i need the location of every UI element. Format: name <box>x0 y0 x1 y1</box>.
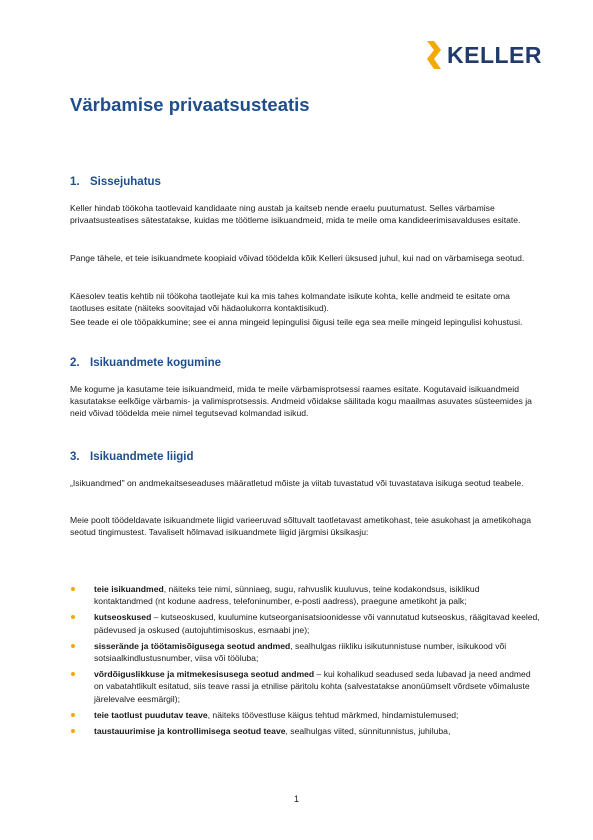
section-2-paragraph-1: Me kogume ja kasutame teie isikuandmeid, mida te meile värbamisprotsessi raames esitate. Kogutavaid isikuandmeid kasutatakse eelkõige värbamis- ja valimisprotsessis. Andmeid võidakse säilitada kogu maailmas asuvates süsteemides ja neid võivad töödelda meie nimel tegutsevad kolmandad isikud. <box>70 384 532 419</box>
list-item-term: taustauurimise ja kontrollimisega seotud teave <box>94 726 286 737</box>
section-number: 3. <box>70 451 80 463</box>
list-item <box>70 611 540 635</box>
list-item <box>70 640 540 664</box>
section-2-heading <box>70 357 221 369</box>
list-item <box>70 668 540 705</box>
bullet-dot-icon <box>71 713 75 717</box>
section-number: 2. <box>70 357 80 369</box>
section-1-paragraph-2: Pange tähele, et teie isikuandmete koopiaid võivad töödelda kõik Kelleri üksused juhul, kui nad on värbamisega seotud. <box>70 253 525 263</box>
section-number: 1. <box>70 176 80 188</box>
list-item-text: , näiteks teie nimi, sünniaeg, sugu, rahvuslik kuuluvus, teine kodakondsus, isiklikud kontaktandmed (nt kodune aadress, telefoninumber, e-posti aadress), praegune ametikoht ja palk; <box>94 584 480 607</box>
bullet-dot-icon <box>71 587 75 591</box>
section-title: Sissejuhatus <box>90 176 161 188</box>
section-3-paragraph-1: „Isikuandmed" on andmekaitseseaduses määratletud mõiste ja viitab tuvastatud või tuvastatava isikuga seotud teabele. <box>70 478 524 488</box>
list-item-term: teie taotlust puudutav teave <box>94 709 208 720</box>
list-item <box>70 725 540 737</box>
page-title: Värbamise privaatsusteatis <box>70 94 310 115</box>
section-title: Isikuandmete kogumine <box>90 357 222 369</box>
bullet-dot-icon <box>71 672 75 676</box>
list-item-text: – kui kohalikud seadused seda lubavad ja need andmed on vabatahtlikult esitatud, siis teave rassi ja etnilise päritolu kohta (salvestatakse anonüümselt võrdsete võimaluste järelevalve eesmärgil); <box>94 669 531 704</box>
section-title: Isikuandmete liigid <box>90 451 194 463</box>
keller-logo <box>427 40 542 70</box>
section-1-paragraph-1: Keller hindab töökoha taotlevaid kandidaate ning austab ja kaitseb nende eraelu puutumatust. Selles värbamise privaatsusteatises sätestatakse, kuidas me töötleme isikuandmeid, mida te meile oma kandideerimisavalduses esitate. <box>70 203 521 226</box>
list-item-term: kutseoskused <box>94 612 152 623</box>
section-1-paragraph-3: Käesolev teatis kehtib nii töökoha taotlejate kui ka mis tahes kolmandate isikute kohta, kelle andmeid te esitate oma taotluses esitate (näiteks soovitajad või hädaolukorra kontaktisikud). <box>70 291 510 314</box>
personal-data-categories-list <box>70 583 540 741</box>
list-item-text: , näiteks töövestluse käigus tehtud märkmed, hindamistulemused; <box>207 709 459 720</box>
list-item-term: võrdõiguslikkuse ja mitmekesisusega seotud andmed <box>94 669 315 680</box>
list-item-text: – kutseoskused, kuulumine kutseorganisatsioonidesse või vannutatud kutseoskus, räägitavad keeled, pädevused ja oskused (autojuhtimisoskus, esmaabi jne); <box>94 612 540 635</box>
page-number: 1 <box>293 794 299 804</box>
list-item-text: , sealhulgas riikliku isikutunnistuse number, isikukood või sotsiaalkindlustusnumber, viisa või tööluba; <box>94 640 507 664</box>
section-3-paragraph-2: Meie poolt töödeldavate isikuandmete liigid varieeruvad sõltuvalt taotletavast ametikohast, teie asukohast ja ametikohaga seotud tingimustest. Tavaliselt hõlmavad isikuandmete liigid järgmisi üksikasju: <box>70 515 531 538</box>
list-item <box>70 709 540 721</box>
list-item <box>70 583 540 607</box>
keller-chevron-icon <box>427 41 441 69</box>
bullet-dot-icon <box>71 729 75 733</box>
list-item-text: , sealhulgas viited, sünnitunnistus, juhiluba, <box>285 726 451 737</box>
section-3-heading <box>70 451 194 463</box>
list-item-term: sisserände ja töötamisõigusega seotud andmed <box>94 640 291 651</box>
bullet-dot-icon <box>71 615 75 619</box>
section-1-heading <box>70 176 161 188</box>
section-1-paragraph-4: See teade ei ole tööpakkumine; see ei anna mingeid lepingulisi õigusi teile ega sea meile mingeid lepingulisi kohustusi. <box>70 317 523 327</box>
list-item-term: teie isikuandmed <box>94 584 164 594</box>
bullet-dot-icon <box>71 644 75 648</box>
logo-wordmark: KELLER <box>447 42 542 68</box>
